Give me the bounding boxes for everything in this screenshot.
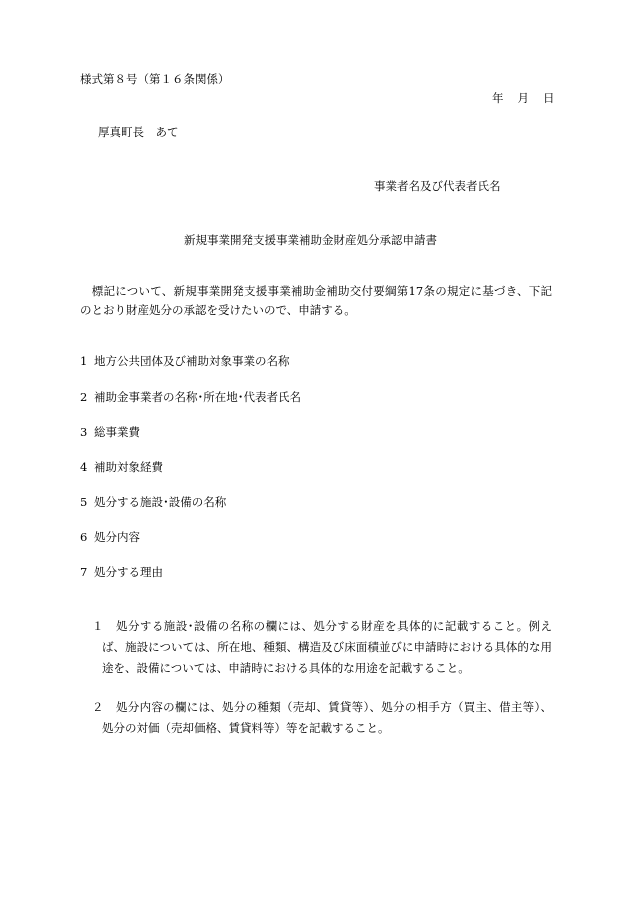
item-number: 5 <box>80 495 88 509</box>
note <box>92 616 552 679</box>
list-item <box>80 353 290 369</box>
item-label: 処分する理由 <box>94 565 163 579</box>
item-number: 6 <box>80 530 88 544</box>
item-label: 処分する施設･設備の名称 <box>94 495 227 509</box>
item-number: 3 <box>80 425 88 439</box>
body-paragraph: 標記について、新規事業開発支援事業補助金補助交付要綱第17条の規定に基づき、下記のとおり財産処分の承認を受けたいので、申請する。 <box>80 284 552 317</box>
list-item <box>80 564 163 580</box>
note-text: 処分する施設･設備の名称の欄には、処分する財産を具体的に記載すること。例えば、施設については、所在地、種類、構造及び床面積並びに申請時における具体的な用途を、設備については、申請時における具体的な用途を記載すること。 <box>102 619 552 675</box>
item-number: 1 <box>80 354 88 368</box>
applicant-label: 事業者名及び代表者氏名 <box>374 179 501 193</box>
addressee: 厚真町長 あて <box>98 125 179 139</box>
note-number: ２ <box>92 700 104 714</box>
item-label: 補助対象経費 <box>94 460 163 474</box>
date-year-label: 年 <box>492 91 504 105</box>
item-label: 地方公共団体及び補助対象事業の名称 <box>94 354 290 368</box>
list-item <box>80 529 140 545</box>
list-item <box>80 459 163 475</box>
item-number: 2 <box>80 390 88 404</box>
note-text: 処分内容の欄には、処分の種類（売却、賃貸等）、処分の相手方（買主、借主等）、処分の対価（売却価格、賃貸料等）等を記載すること。 <box>102 700 552 735</box>
list-item <box>80 424 140 440</box>
note-number: １ <box>92 619 104 633</box>
date-day-label: 日 <box>543 91 555 105</box>
form-number: 様式第８号（第１６条関係） <box>80 72 230 86</box>
note <box>92 697 552 739</box>
list-item <box>80 389 301 405</box>
item-label: 総事業費 <box>94 425 140 439</box>
item-number: 7 <box>80 565 88 579</box>
item-label: 処分内容 <box>94 530 140 544</box>
list-item <box>80 494 226 510</box>
date-month-label: 月 <box>517 91 529 105</box>
date-line <box>492 90 555 106</box>
document-title: 新規事業開発支援事業補助金財産処分承認申請書 <box>184 233 437 247</box>
item-label: 補助金事業者の名称･所在地･代表者氏名 <box>94 390 301 404</box>
item-number: 4 <box>80 460 88 474</box>
